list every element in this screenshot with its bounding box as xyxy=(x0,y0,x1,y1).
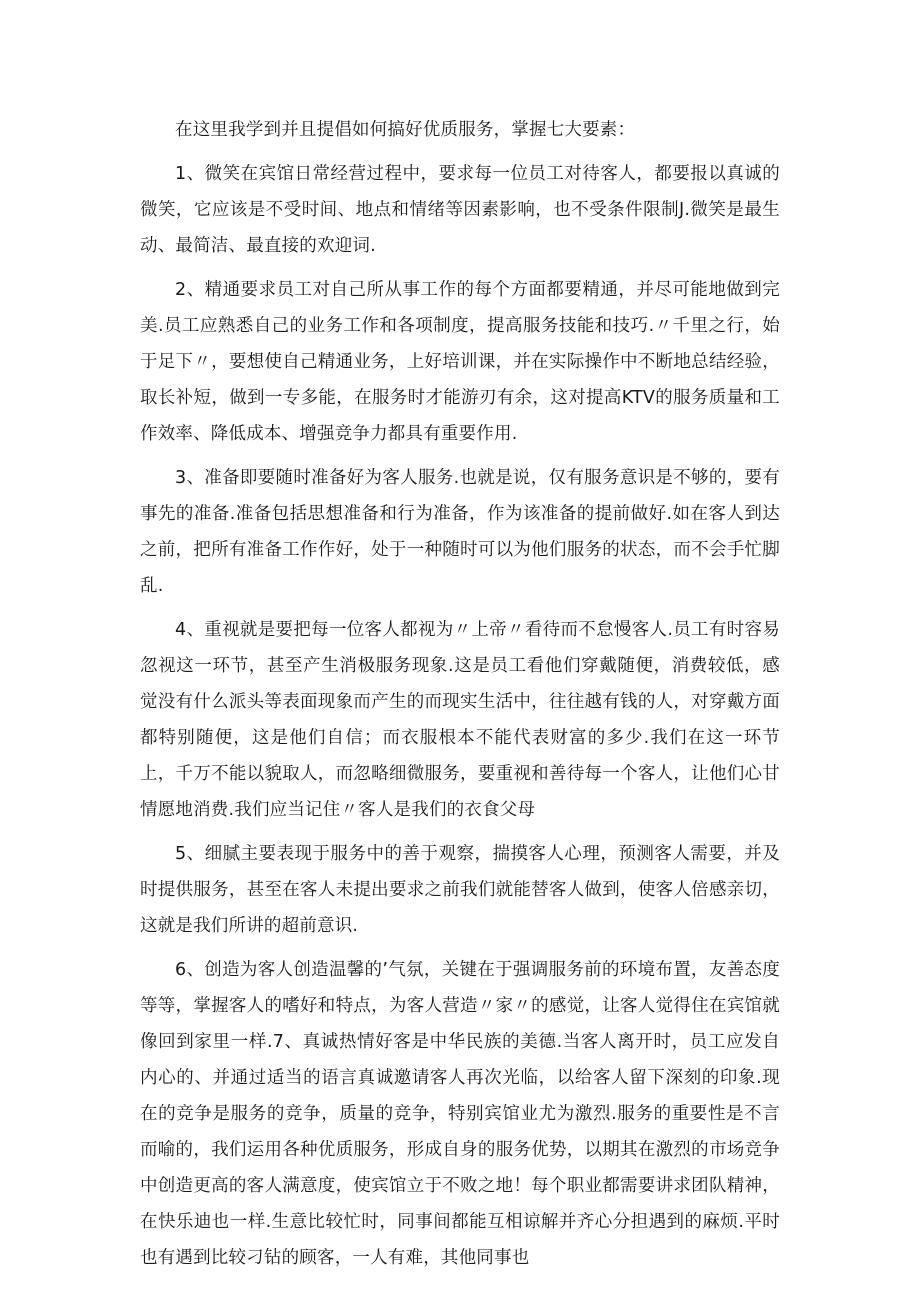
paragraph-smile: 1、微笑在宾馆日常经营过程中，要求每一位员工对待客人，都要报以真诚的微笑，它应该是不受时间、地点和情绪等因素影响，也不受条件限制J.微笑是最生动、最简洁、最直接的欢迎词. xyxy=(140,164,780,256)
paragraph-proficiency: 2、精通要求员工对自己所从事工作的每个方面都要精通，并尽可能地做到完美.员工应熟悉自己的业务工作和各项制度，提高服务技能和技巧.〃千里之行，始于足下〃，要想使自己精通业务，上好培训课，并在实际操作中不断地总结经验，取长补短，做到一专多能，在服务时才能游刃有余，这对提高KTV的服务质量和工作效率、降低成本、增强竞争力都具有重要作用. xyxy=(140,280,780,444)
document-body xyxy=(140,112,780,1276)
paragraph-preparation: 3、准备即要随时准备好为客人服务.也就是说，仅有服务意识是不够的，要有事先的准备.准备包括思想准备和行为准备，作为该准备的提前做好.如在客人到达之前，把所有准备工作作好，处于一种随时可以为他们服务的状态，而不会手忙脚乱. xyxy=(140,468,780,596)
paragraph-attentiveness: 5、细腻主要表现于服务中的善于观察，揣摸客人心理，预测客人需要，并及时提供服务，甚至在客人未提出要求之前我们就能替客人做到，使客人倍感亲切，这就是我们所讲的超前意识. xyxy=(140,844,780,936)
paragraph-intro: 在这里我学到并且提倡如何搞好优质服务，掌握七大要素： xyxy=(175,120,636,140)
paragraph-attention: 4、重视就是要把每一位客人都视为〃上帝〃看待而不怠慢客人.员工有时容易忽视这一环节，甚至产生消极服务现象.这是员工看他们穿戴随便，消费较低，感觉没有什么派头等表面现象而产生的而现实生活中，往往越有钱的人，对穿戴方面都特别随便，这是他们自信；而衣服根本不能代表财富的多少.我们在这一环节上，千万不能以貌取人，而忽略细微服务，要重视和善待每一个客人，让他们心甘情愿地消费.我们应当记住〃客人是我们的衣食父母 xyxy=(140,620,780,820)
paragraph-creativity-sincerity: 6、创造为客人创造温馨的’气氛，关键在于强调服务前的环境布置，友善态度等等，掌握客人的嗜好和特点，为客人营造〃家〃的感觉，让客人觉得住在宾馆就像回到家里一样.7、真诚热情好客是中华民族的美德.当客人离开时，员工应发自内心的、并通过适当的语言真诚邀请客人再次光临，以给客人留下深刻的印象.现在的竞争是服务的竞争，质量的竞争，特别宾馆业尤为激烈.服务的重要性是不言而喻的，我们运用各种优质服务，形成自身的服务优势，以期其在激烈的市场竞争中创造更高的客人满意度，使宾馆立于不败之地！每个职业都需要讲求团队精神，在快乐迪也一样.生意比较忙时，同事间都能互相谅解并齐心分担遇到的麻烦.平时也有遇到比较刁钻的顾客，一人有难，其他同事也 xyxy=(140,960,780,1268)
